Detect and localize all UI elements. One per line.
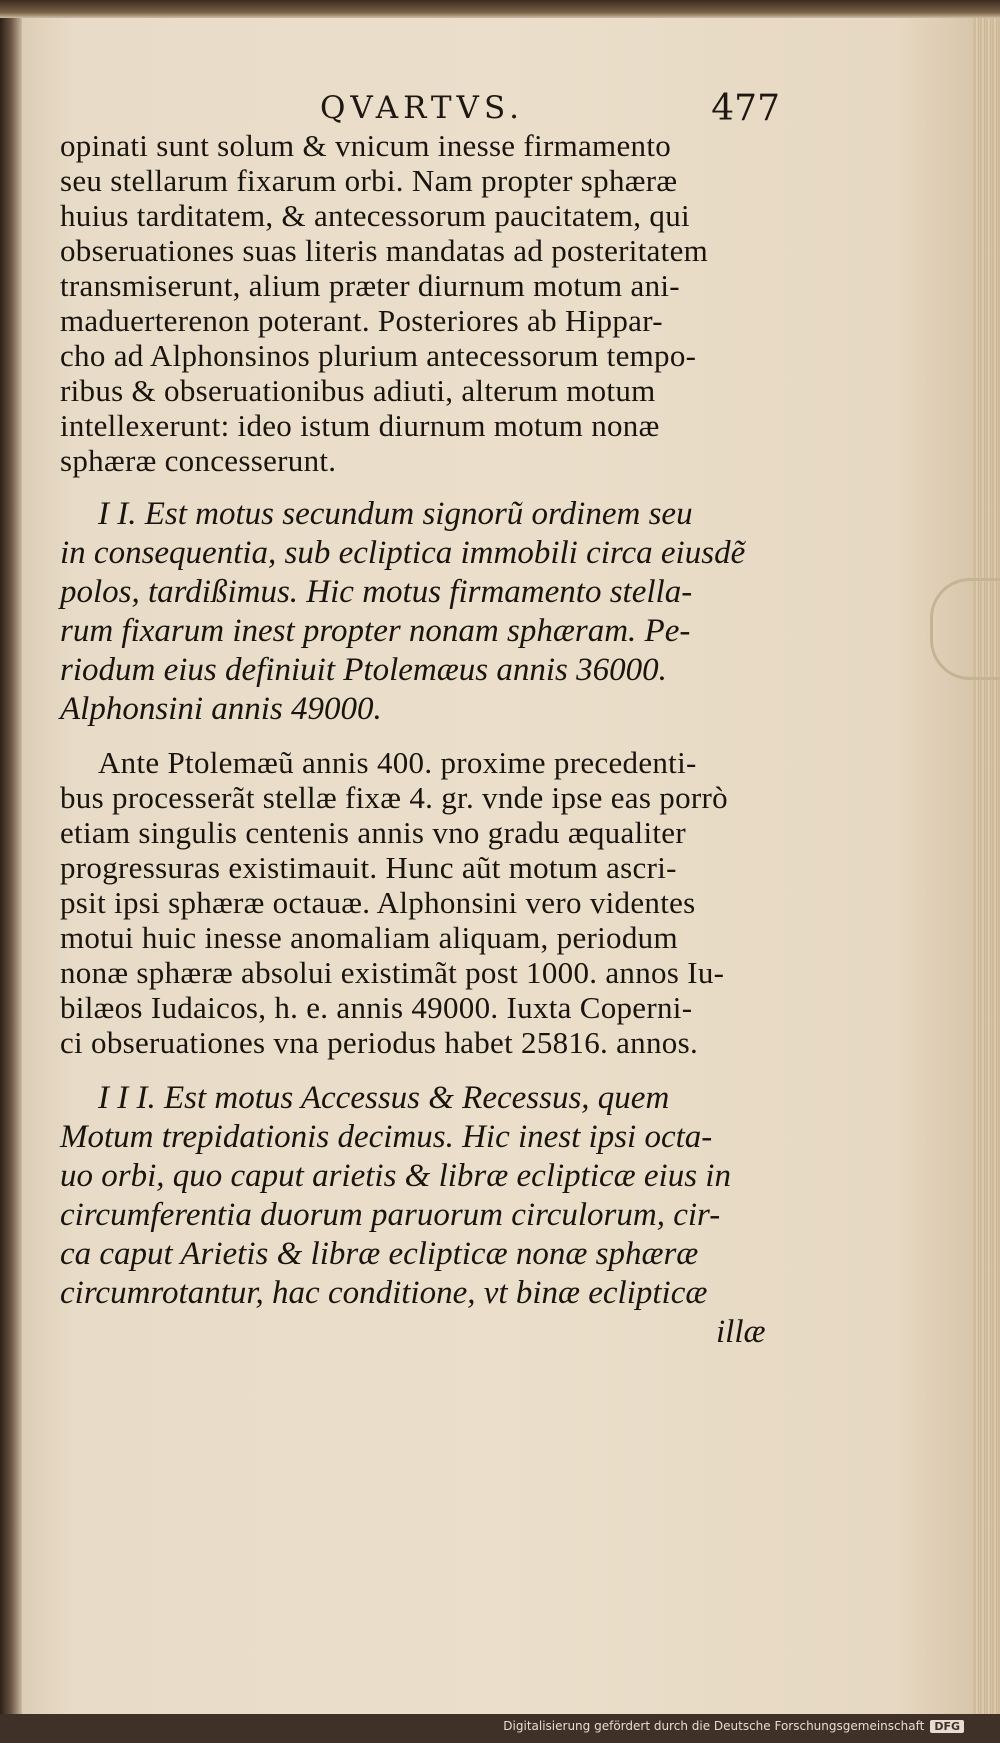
dfg-logo: DFG (930, 1720, 964, 1733)
text-line: ci obseruationes vna periodus habet 25816. annos. (60, 1025, 698, 1060)
digitization-credit (503, 1719, 964, 1733)
text-line: Ante Ptolemæũ annis 400. proxime precedenti- (98, 745, 697, 780)
text-line: maduerterenon poterant. Posteriores ab Hippar- (60, 303, 663, 338)
text-line: circumferentia duorum paruorum circulorum, cir- (60, 1197, 721, 1233)
text-line: motui huic inesse anomaliam aliquam, periodum (60, 920, 678, 955)
text-line: I I I. Est motus Accessus & Recessus, quem (98, 1080, 670, 1116)
text-line: riodum eius definiuit Ptolemæus annis 36000. (60, 652, 667, 688)
text-line: rum fixarum inest propter nonam sphæram. Pe- (60, 613, 691, 649)
binding-gutter (0, 0, 22, 1743)
catchword: illæ (716, 1314, 766, 1350)
text-line: huius tarditatem, & antecessorum paucitatem, qui (60, 198, 690, 233)
text-line: Alphonsini annis 49000. (60, 691, 382, 727)
running-head: QVARTVS. (320, 90, 524, 126)
text-line: obseruationes suas literis mandatas ad posteritatem (60, 233, 709, 268)
text-line: ribus & obseruationibus adiuti, alterum motum (60, 373, 656, 408)
page-clip (930, 578, 1000, 680)
text-line: cho ad Alphonsinos plurium antecessorum tempo- (60, 338, 697, 373)
text-line: opinati sunt solum & vnicum inesse firmamento (60, 128, 672, 163)
text-line: sphæræ concesserunt. (60, 443, 337, 478)
page-number: 477 (711, 88, 780, 129)
text-line: bilæos Iudaicos, h. e. annis 49000. Iuxta Coperni- (60, 990, 693, 1025)
text-line: ca caput Arietis & libræ eclipticæ nonæ sphæræ (60, 1236, 699, 1272)
text-line: intellexerunt: ideo istum diurnum motum nonæ (60, 408, 660, 443)
text-line: in consequentia, sub ecliptica immobili circa eiusdẽ (60, 535, 746, 571)
text-line: uo orbi, quo caput arietis & libræ eclipticæ eius in (60, 1158, 731, 1194)
text-line: psit ipsi sphæræ octauæ. Alphonsini vero videntes (60, 885, 696, 920)
text-line: seu stellarum fixarum orbi. Nam propter sphæræ (60, 163, 678, 198)
text-line: bus processerãt stellæ fixæ 4. gr. vnde ipse eas porrò (60, 780, 728, 815)
page-edges (973, 14, 1000, 1714)
credit-text: Digitalisierung gefördert durch die Deutsche Forschungsgemeinschaft (503, 1719, 925, 1733)
text-line: circumrotantur, hac conditione, vt binæ eclipticæ (60, 1275, 708, 1311)
text-line: polos, tardißimus. Hic motus firmamento stella- (60, 574, 693, 610)
text-line: transmiserunt, alium præter diurnum motum ani- (60, 268, 680, 303)
text-line: etiam singulis centenis annis vno gradu æqualiter (60, 815, 686, 850)
text-line: Motum trepidationis decimus. Hic inest ipsi octa- (60, 1119, 713, 1155)
top-edge (0, 0, 1000, 18)
text-line: I I. Est motus secundum signorũ ordinem seu (98, 496, 693, 532)
text-line: progressuras existimauit. Hunc aũt motum ascri- (60, 850, 677, 885)
text-line: nonæ sphæræ absolui existimãt post 1000. annos Iu- (60, 955, 725, 990)
